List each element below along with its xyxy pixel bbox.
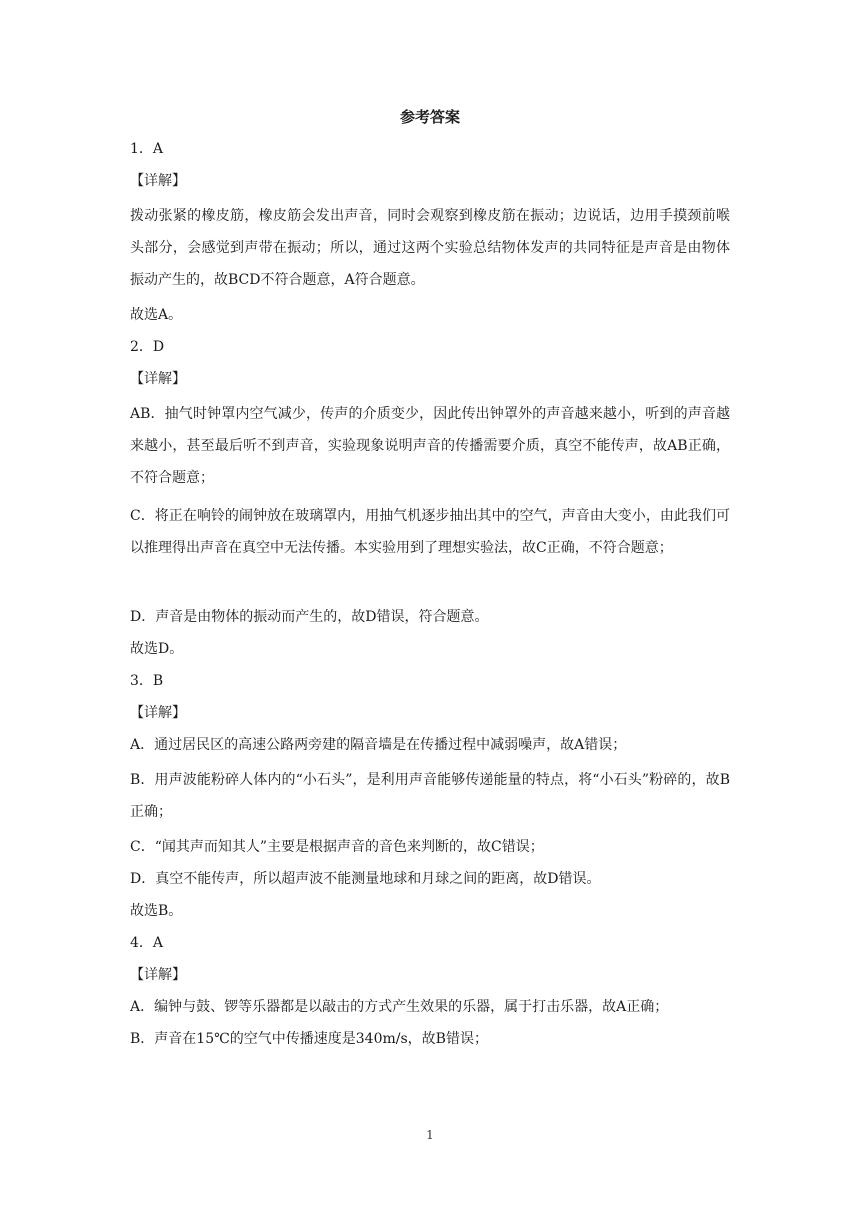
q1-answer: 1．A (130, 141, 164, 157)
q3-detail-label: 【详解】 (130, 705, 186, 721)
blank-gap (130, 570, 730, 604)
q3-option-a: A．通过居民区的高速公路两旁建的隔音墙是在传播过程中减弱噪声，故A错误； (130, 737, 627, 753)
q4-option-a: A．编钟与鼓、锣等乐器都是以敲击的方式产生效果的乐器，属于打击乐器，故A正确； (130, 999, 669, 1015)
q4-option-b: B．声音在15℃的空气中传播速度是340m/s，故B错误； (130, 1031, 488, 1047)
q3-answer: 3．B (130, 673, 164, 689)
q1-explanation: 拨动张紧的橡皮筋，橡皮筋会发出声音，同时会观察到橡皮筋在振动；边说话，边用手摸颈前喉头部分，会感觉到声带在振动；所以，通过这两个实验总结物体发声的共同特征是声音是由物体振动产生的，故BCD不符合题意，A符合题意。 (130, 208, 730, 288)
page-number: 1 (426, 1128, 434, 1142)
q2-option-d: D．声音是由物体的振动而产生的，故D错误，符合题意。 (130, 609, 489, 625)
q3-option-c: C．“闻其声而知其人”主要是根据声音的音色来判断的，故C错误； (130, 839, 544, 855)
q2-option-ab: AB．抽气时钟罩内空气减少，传声的介质变少，因此传出钟罩外的声音越来越小，听到的声音越来越小，甚至最后听不到声音，实验现象说明声音的传播需要介质，真空不能传声，故AB正确，不符合题意； (130, 406, 730, 486)
document-page (130, 104, 730, 1058)
q4-answer: 4．A (130, 935, 164, 951)
q2-detail-label: 【详解】 (130, 371, 186, 387)
q1-detail-label: 【详解】 (130, 173, 186, 189)
q4-detail-label: 【详解】 (130, 967, 186, 983)
q3-option-b: B．用声波能粉碎人体内的“小石头”，是利用声音能够传递能量的特点，将“小石头”粉碎的，故B正确； (130, 772, 730, 820)
q2-conclusion: 故选D。 (130, 641, 184, 657)
page-title: 参考答案 (399, 108, 460, 126)
q3-conclusion: 故选B。 (130, 903, 183, 919)
q2-answer: 2．D (130, 339, 165, 355)
q1-conclusion: 故选A。 (130, 307, 183, 323)
q3-option-d: D．真空不能传声，所以超声波不能测量地球和月球之间的距离，故D错误。 (130, 871, 601, 887)
q2-option-c: C．将正在响铃的闹钟放在玻璃罩内，用抽气机逐步抽出其中的空气，声音由大变小，由此我们可以推理得出声音在真空中无法传播。本实验用到了理想实验法，故C正确，不符合题意； (130, 508, 730, 556)
